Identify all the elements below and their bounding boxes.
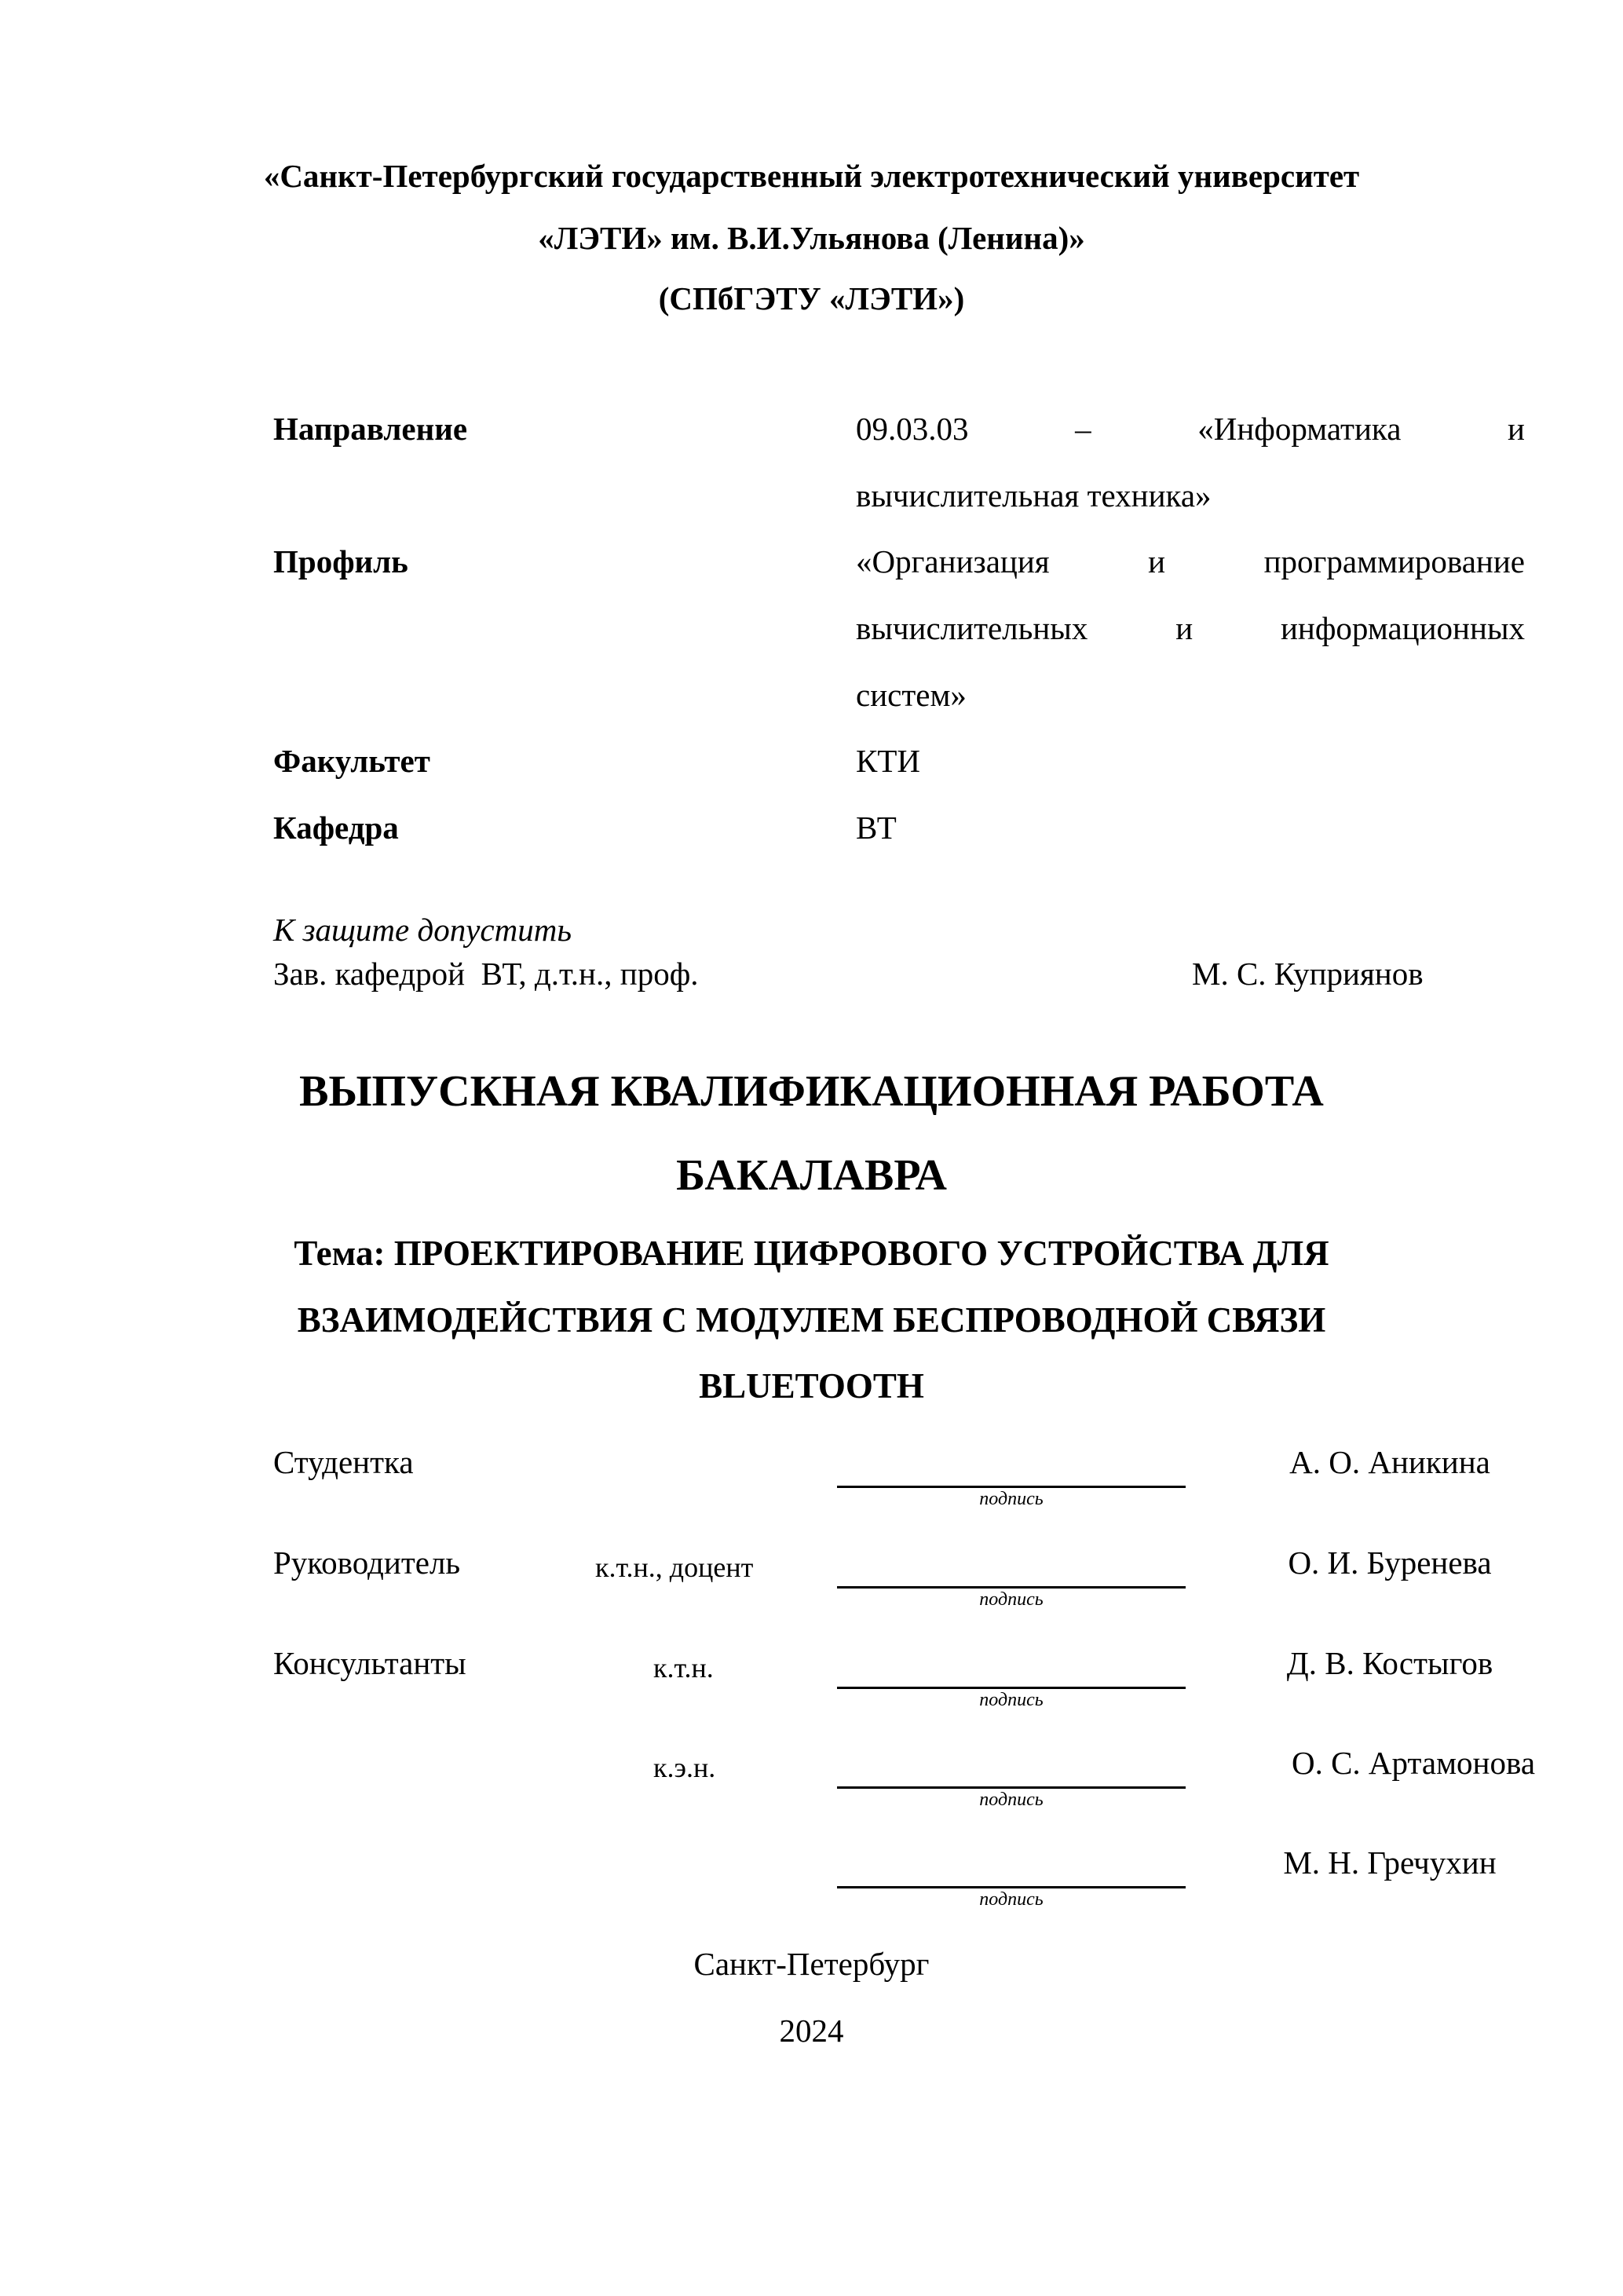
direction-label: Направление (273, 411, 468, 447)
approval-note: К защите допустить (273, 912, 572, 948)
profile-value-line1: «Организация и программирование (856, 543, 1525, 579)
signature-role: Руководитель (273, 1545, 461, 1581)
signature-name: О. С. Артамонова (1291, 1745, 1536, 1781)
profile-label: Профиль (273, 543, 408, 579)
document-title-line1: ВЫПУСКНАЯ КВАЛИФИКАЦИОННАЯ РАБОТА (299, 1067, 1324, 1116)
topic-line3: BLUETOOTH (699, 1366, 924, 1406)
topic-line1: Тема: ПРОЕКТИРОВАНИЕ ЦИФРОВОГО УСТРОЙСТВА ДЛЯ (294, 1234, 1329, 1273)
signature-name: О. И. Буренева (1288, 1545, 1492, 1581)
approval-name: М. С. Куприянов (1192, 956, 1424, 992)
signature-degree: к.т.н. (653, 1652, 714, 1684)
direction-value-line1: 09.03.03 – «Информатика и (856, 411, 1525, 447)
signature-line (837, 1586, 1186, 1589)
signature-caption: подпись (979, 1489, 1044, 1509)
profile-value-line3: систем» (856, 677, 967, 713)
footer-city: Санкт-Петербург (693, 1946, 930, 1982)
signature-caption: подпись (979, 1790, 1044, 1810)
signature-role: Студентка (273, 1444, 414, 1480)
university-abbreviation: (СПбГЭТУ «ЛЭТИ») (658, 280, 965, 316)
faculty-value: КТИ (856, 743, 920, 779)
university-name-line1: «Санкт-Петербургский государственный электротехнический университет (263, 158, 1360, 194)
signature-degree: к.т.н., доцент (595, 1552, 754, 1583)
faculty-label: Факультет (273, 743, 430, 779)
signature-line (837, 1486, 1186, 1488)
signature-role: Консультанты (273, 1645, 466, 1681)
signature-line (837, 1886, 1186, 1888)
signature-degree: к.э.н. (653, 1752, 716, 1783)
direction-value-line2: вычислительная техника» (856, 477, 1212, 514)
approval-position: Зав. кафедрой ВТ, д.т.н., проф. (273, 956, 699, 992)
signature-caption: подпись (979, 1690, 1044, 1710)
department-value: ВТ (856, 810, 897, 846)
signature-caption: подпись (979, 1589, 1044, 1610)
signature-name: Д. В. Костыгов (1286, 1645, 1493, 1681)
signature-name: А. О. Аникина (1289, 1444, 1490, 1480)
signature-caption: подпись (979, 1889, 1044, 1910)
department-label: Кафедра (273, 810, 399, 846)
profile-value-line2: вычислительных и информационных (856, 610, 1525, 646)
university-name-line2: «ЛЭТИ» им. В.И.Ульянова (Ленина)» (538, 220, 1085, 256)
signature-line (837, 1687, 1186, 1689)
footer-year: 2024 (779, 2013, 844, 2049)
signature-line (837, 1786, 1186, 1789)
document-title-line2: БАКАЛАВРА (676, 1151, 947, 1200)
signature-name: М. Н. Гречухин (1283, 1844, 1497, 1881)
topic-line2: ВЗАИМОДЕЙСТВИЯ С МОДУЛЕМ БЕСПРОВОДНОЙ СВЯЗИ (297, 1300, 1326, 1340)
